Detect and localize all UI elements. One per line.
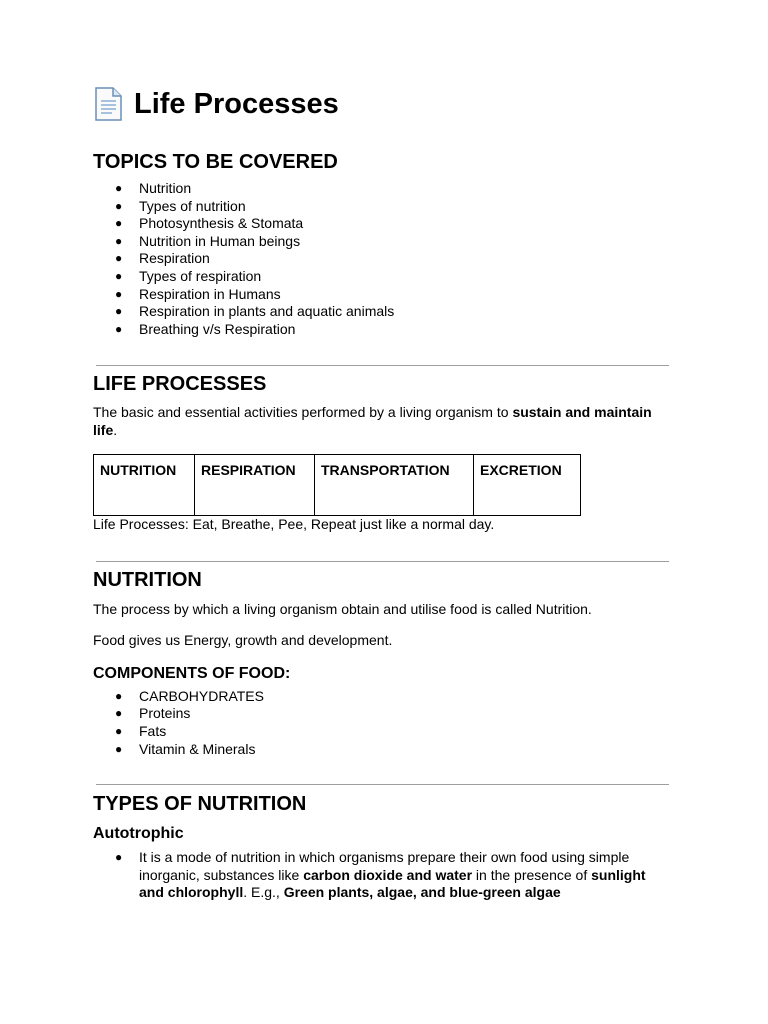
life-processes-description: The basic and essential activities performed by a living organism to sustain and maintain life.: [93, 404, 652, 438]
page-title: [93, 84, 673, 124]
list-item: ● Respiration in plants and aquatic animals: [115, 303, 395, 320]
bullet-dot: ●: [115, 706, 123, 721]
topics-heading: TOPICS TO BE COVERED: [93, 151, 338, 173]
title-text: Life Processes: [134, 87, 339, 120]
nutrition-definition: The process by which a living organism obtain and utilise food is called Nutrition.: [93, 600, 592, 617]
bullet-dot: ●: [115, 286, 123, 301]
nutrition-heading: NUTRITION: [93, 568, 202, 591]
list-item: ● Nutrition: [115, 180, 192, 196]
bullet-dot: ●: [115, 304, 123, 319]
list-item: ● Respiration in Humans: [115, 285, 281, 302]
autotrophic-list: [93, 849, 673, 902]
table-cell-excretion: EXCRETION: [474, 455, 581, 516]
document-icon: [93, 87, 123, 121]
list-item: ● Breathing v/s Respiration: [115, 320, 296, 337]
table-cell-respiration: RESPIRATION: [195, 455, 315, 516]
bullet-dot: ●: [115, 181, 123, 195]
list-item: ● Nutrition in Human beings: [115, 232, 301, 249]
bullet-dot: ●: [115, 688, 123, 703]
table-cell-transportation: TRANSPORTATION: [315, 455, 474, 516]
bullet-dot: ●: [115, 233, 123, 248]
section-divider: [96, 561, 669, 562]
bullet-dot: ●: [115, 741, 123, 756]
bullet-dot: ●: [115, 251, 123, 266]
components-list: [93, 688, 673, 758]
bullet-dot: ●: [115, 724, 123, 739]
section-divider: [96, 784, 669, 785]
nutrition-benefits: Food gives us Energy, growth and development.: [93, 632, 393, 649]
bullet-dot: ●: [115, 321, 123, 336]
topics-list: [93, 180, 673, 338]
bullet-dot: ●: [115, 216, 123, 231]
list-item: ● Photosynthesis & Stomata: [115, 215, 304, 232]
types-of-nutrition-heading: TYPES OF NUTRITION: [93, 793, 307, 816]
document-content: [93, 84, 673, 902]
list-item: ● Vitamin & Minerals: [115, 740, 256, 757]
table-row: [94, 455, 581, 516]
section-divider: [96, 365, 669, 366]
list-item: ● Respiration: [115, 250, 210, 267]
list-item: ● CARBOHYDRATES: [115, 687, 264, 704]
autotrophic-subheading: Autotrophic: [93, 825, 184, 843]
table-cell-nutrition: NUTRITION: [94, 455, 195, 516]
bullet-dot: ●: [115, 850, 123, 865]
table-caption: Life Processes: Eat, Breathe, Pee, Repeat just like a normal day.: [93, 516, 495, 533]
components-heading: COMPONENTS OF FOOD:: [93, 664, 291, 682]
life-processes-heading: LIFE PROCESSES: [93, 373, 267, 396]
bullet-dot: ●: [115, 198, 123, 213]
life-processes-table: [93, 454, 581, 516]
list-item: ● Types of respiration: [115, 267, 262, 284]
list-item: ● Fats: [115, 723, 167, 740]
list-item: ● It is a mode of nutrition in which organisms prepare their own food using simple inorganic, substances like carbon dioxide and water in the presence of sunlight and chlorophyll. E.g., Green plants, algae, and blue-green algae: [115, 849, 646, 901]
bullet-dot: ●: [115, 268, 123, 283]
list-item: ● Types of nutrition: [115, 197, 246, 214]
list-item: ● Proteins: [115, 705, 191, 722]
